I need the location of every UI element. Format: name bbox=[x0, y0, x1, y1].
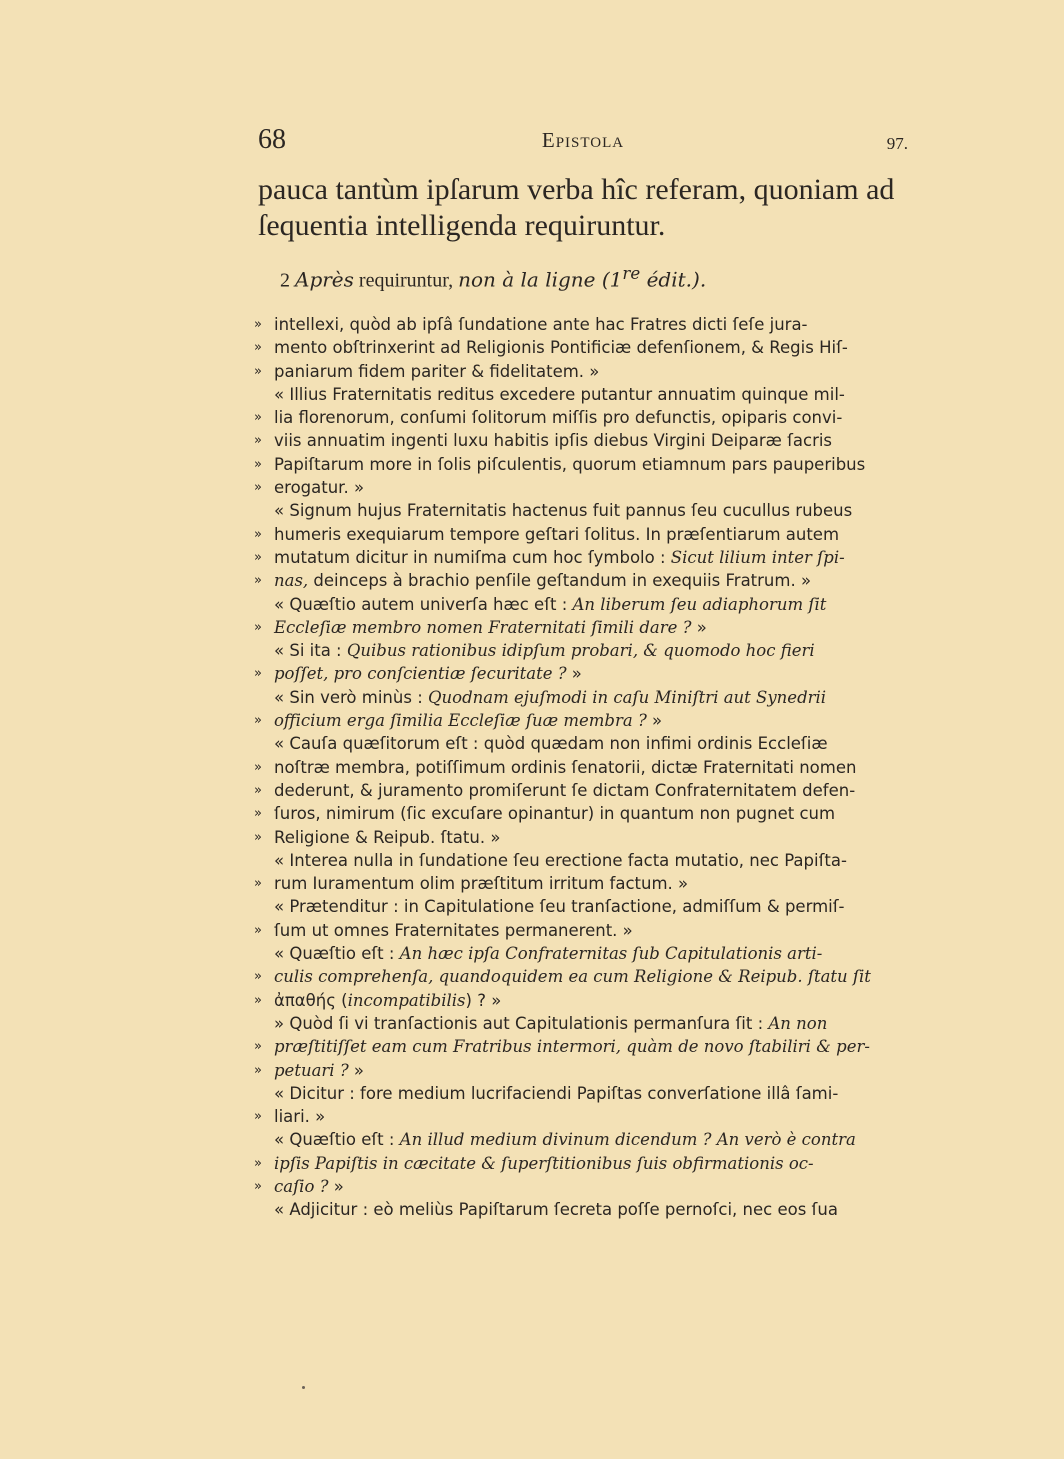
quote-line-text bbox=[274, 989, 501, 1012]
lead-line: pauca tantùm ipſarum verba hîc referam, quoniam ad bbox=[258, 173, 895, 206]
roman-text: lia florenorum, conſumi ſolitorum miſſis pro defunctis, opiparis convi- bbox=[274, 408, 843, 428]
roman-text: liari. » bbox=[274, 1107, 326, 1127]
roman-text: « Signum hujus Fraternitatis hactenus fuit pannus ſeu cucullus rubeus bbox=[274, 501, 853, 521]
quote-line-text bbox=[274, 336, 848, 359]
quote-line bbox=[254, 1175, 904, 1198]
roman-text: « Illius Fraternitatis reditus excedere putantur annuatim quinque mil- bbox=[274, 384, 845, 404]
italic-text: Eccleſiæ membro nomen Fraternitati ſimili dare ? bbox=[274, 617, 692, 637]
quote-line bbox=[254, 709, 904, 732]
footnote-word-apres: Après bbox=[295, 267, 354, 292]
quote-marker: » bbox=[254, 340, 262, 356]
roman-text: « Quæſtio eſt : bbox=[274, 1130, 400, 1150]
quote-marker: » bbox=[254, 876, 262, 892]
quote-line-text bbox=[274, 1035, 870, 1058]
edition-footnote bbox=[280, 264, 900, 293]
quote-marker: » bbox=[254, 456, 262, 472]
italic-text: petuari ? bbox=[274, 1060, 349, 1080]
quote-line bbox=[254, 1059, 904, 1082]
italic-text: culis comprehenſa, quandoquidem ea cum Religione & Reipub. ſtatu ſit bbox=[274, 967, 871, 987]
quote-line-text bbox=[274, 802, 835, 825]
italic-text: An liberum ſeu adiaphorum ſit bbox=[572, 594, 827, 614]
roman-text: « Adjicitur : eò meliùs Papiſtarum ſecreta poſſe pernoſci, nec eos ſua bbox=[274, 1200, 838, 1220]
quote-marker: » bbox=[254, 480, 262, 496]
quote-line-text bbox=[274, 1082, 838, 1105]
footnote-number: 2 bbox=[280, 269, 295, 292]
footnote-keyword: requiruntur, bbox=[353, 269, 459, 292]
quote-line-text bbox=[274, 383, 845, 406]
quote-line-text bbox=[274, 1128, 856, 1151]
italic-text: An hæc ipſa Confraternitas ſub Capitulationis arti- bbox=[399, 944, 823, 964]
quote-line-text bbox=[274, 313, 808, 336]
quote-line-text bbox=[274, 1059, 364, 1082]
footnote-edition: édit.). bbox=[640, 267, 707, 292]
quote-line-text bbox=[274, 732, 828, 755]
roman-text: « Cauſa quæſitorum eſt : quòd quædam non infimi ordinis Eccleſiæ bbox=[274, 734, 828, 754]
quote-line-text bbox=[274, 1175, 344, 1198]
italic-text: caſio ? bbox=[274, 1176, 329, 1196]
quote-marker: » bbox=[254, 806, 262, 822]
roman-text: viis annuatim ingenti luxu habitis ipſis diebus Virgini Deiparæ ſacris bbox=[274, 431, 833, 451]
italic-text: Quibus rationibus idipſum probari, & quomodo hoc fieri bbox=[346, 641, 815, 661]
quote-line-text bbox=[274, 919, 633, 942]
roman-text: » bbox=[646, 711, 663, 731]
quote-line bbox=[254, 826, 904, 849]
roman-text: « Interea nulla in ſundatione ſeu erectione facta mutatio, nec Papiſta- bbox=[274, 850, 847, 870]
footnote-superscript: re bbox=[622, 264, 641, 283]
roman-text: mutatum dicitur in numiſma cum hoc ſymbolo : bbox=[274, 547, 671, 567]
quote-line-text bbox=[274, 360, 599, 383]
quote-line bbox=[254, 989, 904, 1012]
quote-line bbox=[254, 360, 904, 383]
quote-line-text bbox=[274, 639, 815, 662]
quote-marker: » bbox=[254, 829, 262, 845]
quote-line bbox=[254, 1082, 904, 1105]
quote-marker: » bbox=[254, 713, 262, 729]
roman-text: humeris exequiarum tempore geſtari ſolitus. In præſentiarum autem bbox=[274, 524, 840, 544]
quote-line-text bbox=[274, 779, 855, 802]
roman-text: » bbox=[566, 664, 582, 684]
quote-marker: » bbox=[254, 1155, 262, 1171]
quote-line-text bbox=[274, 569, 811, 592]
roman-text: erogatur. » bbox=[274, 478, 365, 498]
paper-speck bbox=[302, 1386, 305, 1389]
roman-text: » Quòd ſi vi tranſactionis aut Capitulationis permanſura ſit : bbox=[274, 1013, 769, 1033]
quote-line bbox=[254, 849, 904, 872]
italic-text: poſſet, pro conſcientiæ ſecuritate ? bbox=[274, 664, 567, 684]
quote-line-text bbox=[274, 709, 662, 732]
roman-text: » bbox=[328, 1176, 344, 1196]
quote-line bbox=[254, 616, 904, 639]
quote-marker: » bbox=[254, 759, 262, 775]
quote-line bbox=[254, 965, 904, 988]
quote-line bbox=[254, 499, 904, 522]
quote-line bbox=[254, 523, 904, 546]
roman-text: Religione & Reipub. ſtatu. » bbox=[274, 827, 501, 847]
quoted-letter-text bbox=[254, 313, 904, 1222]
quote-marker: » bbox=[254, 1178, 262, 1194]
quote-line-text bbox=[274, 756, 856, 779]
roman-text: deinceps à brachio penſile geſtandum in exequiis Fratrum. » bbox=[308, 571, 812, 591]
quote-line-text bbox=[274, 1198, 838, 1221]
quote-marker: » bbox=[254, 992, 262, 1008]
quote-line bbox=[254, 1012, 904, 1035]
roman-text: rum Iuramentum olim præſtitum irritum factum. » bbox=[274, 874, 689, 894]
quote-line-text bbox=[274, 406, 842, 429]
roman-text: » bbox=[691, 617, 707, 637]
roman-text: « Dicitur : fore medium lucrifaciendi Papiſtas converſatione illâ ſami- bbox=[274, 1083, 839, 1103]
roman-text: ) ? » bbox=[465, 990, 502, 1010]
quote-marker: » bbox=[254, 666, 262, 682]
quote-line bbox=[254, 429, 904, 452]
quote-line-text bbox=[274, 1012, 827, 1035]
italic-text: An non bbox=[768, 1013, 828, 1033]
quote-line-text bbox=[274, 849, 847, 872]
roman-text: « Sin verò minùs : bbox=[274, 687, 428, 707]
quote-line-text bbox=[274, 546, 845, 569]
italic-text: An illud medium divinum dicendum ? An verò è contra bbox=[399, 1130, 856, 1150]
quote-line-text bbox=[274, 872, 688, 895]
quote-marker: » bbox=[254, 549, 262, 565]
roman-text: » bbox=[348, 1060, 365, 1080]
quote-marker: » bbox=[254, 1039, 262, 1055]
quote-line bbox=[254, 686, 904, 709]
roman-text: Papiſtarum more in ſolis piſculentis, quorum etiamnum pars pauperibus bbox=[274, 454, 866, 474]
roman-text: ſuros, nimirum (ſic excuſare opinantur) in quantum non pugnet cum bbox=[274, 804, 836, 824]
quote-marker: » bbox=[254, 573, 262, 589]
quote-line-text bbox=[274, 1152, 814, 1175]
quote-marker: » bbox=[254, 922, 262, 938]
quote-line bbox=[254, 476, 904, 499]
quote-marker: » bbox=[254, 619, 262, 635]
roman-text: mento obſtrinxerint ad Religionis Pontificiæ defenſionem, & Regis Hiſ- bbox=[274, 338, 848, 358]
quote-line-text bbox=[274, 616, 707, 639]
quote-line-text bbox=[274, 499, 852, 522]
quote-marker: » bbox=[254, 317, 262, 332]
roman-text: intellexi, quòd ab ipſâ ſundatione ante hac Fratres dicti ſeſe jura- bbox=[274, 315, 808, 334]
italic-text: nas, bbox=[274, 571, 309, 591]
quote-line bbox=[254, 336, 904, 359]
quote-marker: » bbox=[254, 1109, 262, 1125]
page-header bbox=[258, 124, 908, 164]
quote-line bbox=[254, 313, 904, 336]
roman-text: paniarum fidem pariter & fidelitatem. » bbox=[274, 361, 600, 381]
quote-line bbox=[254, 593, 904, 616]
quote-line-text bbox=[274, 895, 845, 918]
quote-marker: » bbox=[254, 969, 262, 985]
quote-marker: » bbox=[254, 433, 262, 449]
roman-text: ſum ut omnes Fraternitates permanerent. » bbox=[274, 920, 633, 940]
roman-text: « Prætenditur : in Capitulatione ſeu tranſactione, admiſſum & permiſ- bbox=[274, 897, 845, 917]
quote-marker: » bbox=[254, 410, 262, 426]
quote-line bbox=[254, 383, 904, 406]
quote-marker: » bbox=[254, 363, 262, 379]
quote-line-text bbox=[274, 1105, 325, 1128]
quote-line bbox=[254, 895, 904, 918]
quote-line bbox=[254, 1198, 904, 1221]
quote-line-text bbox=[274, 523, 839, 546]
quote-line bbox=[254, 942, 904, 965]
quote-line bbox=[254, 1128, 904, 1151]
italic-text: præſtitiſſet eam cum Fratribus intermori, quàm de novo ſtabiliri & per- bbox=[274, 1037, 870, 1057]
roman-text: « Quæſtio eſt : bbox=[274, 944, 400, 964]
italic-text: officium erga ſimilia Eccleſiæ ſuæ membra ? bbox=[274, 711, 647, 731]
quote-line bbox=[254, 453, 904, 476]
quote-line bbox=[254, 919, 904, 942]
quote-line bbox=[254, 639, 904, 662]
quote-marker: » bbox=[254, 782, 262, 798]
quote-line-text bbox=[274, 476, 364, 499]
quote-line bbox=[254, 779, 904, 802]
quote-line bbox=[254, 569, 904, 592]
roman-text: dederunt, & juramento promiſerunt ſe dictam Confraternitatem defen- bbox=[274, 780, 856, 800]
quote-line-text bbox=[274, 965, 871, 988]
italic-text: incompatibilis bbox=[347, 990, 466, 1010]
quote-line bbox=[254, 802, 904, 825]
lead-paragraph bbox=[258, 172, 908, 244]
quote-line bbox=[254, 1105, 904, 1128]
roman-text: « Si ita : bbox=[274, 641, 347, 661]
roman-text: ἀπαθής ( bbox=[274, 990, 348, 1010]
quote-marker: » bbox=[254, 1062, 262, 1078]
quote-line bbox=[254, 1152, 904, 1175]
roman-text: « Quæſtio autem univerſa hæc eſt : bbox=[274, 594, 573, 614]
italic-text: Sicut lilium inter ſpi- bbox=[670, 547, 845, 567]
italic-text: ipſis Papiſtis in cæcitate & ſuperſtitionibus ſuis obfirmationis oc- bbox=[274, 1153, 814, 1173]
quote-line-text bbox=[274, 429, 832, 452]
quote-line bbox=[254, 546, 904, 569]
quote-marker: » bbox=[254, 526, 262, 542]
quote-line-text bbox=[274, 453, 865, 476]
quote-line-text bbox=[274, 942, 822, 965]
quote-line-text bbox=[274, 686, 826, 709]
footnote-note: non à la ligne (1 bbox=[458, 267, 623, 292]
quote-line-text bbox=[274, 662, 582, 685]
quote-line bbox=[254, 756, 904, 779]
quote-line bbox=[254, 872, 904, 895]
italic-text: Quodnam ejuſmodi in caſu Miniſtri aut Synedrii bbox=[428, 687, 827, 707]
running-title: Epistola bbox=[541, 128, 625, 152]
page-number: 68 bbox=[258, 124, 286, 155]
quote-line bbox=[254, 732, 904, 755]
quote-line-text bbox=[274, 826, 500, 849]
quote-line-text bbox=[274, 593, 826, 616]
quote-line bbox=[254, 406, 904, 429]
reference-number: 97. bbox=[886, 134, 908, 153]
quote-line bbox=[254, 1035, 904, 1058]
quote-line bbox=[254, 662, 904, 685]
lead-line: ſequentia intelligenda requiruntur. bbox=[258, 209, 666, 242]
roman-text: noſtræ membra, potiſſimum ordinis ſenatorii, dictæ Fraternitati nomen bbox=[274, 757, 857, 777]
